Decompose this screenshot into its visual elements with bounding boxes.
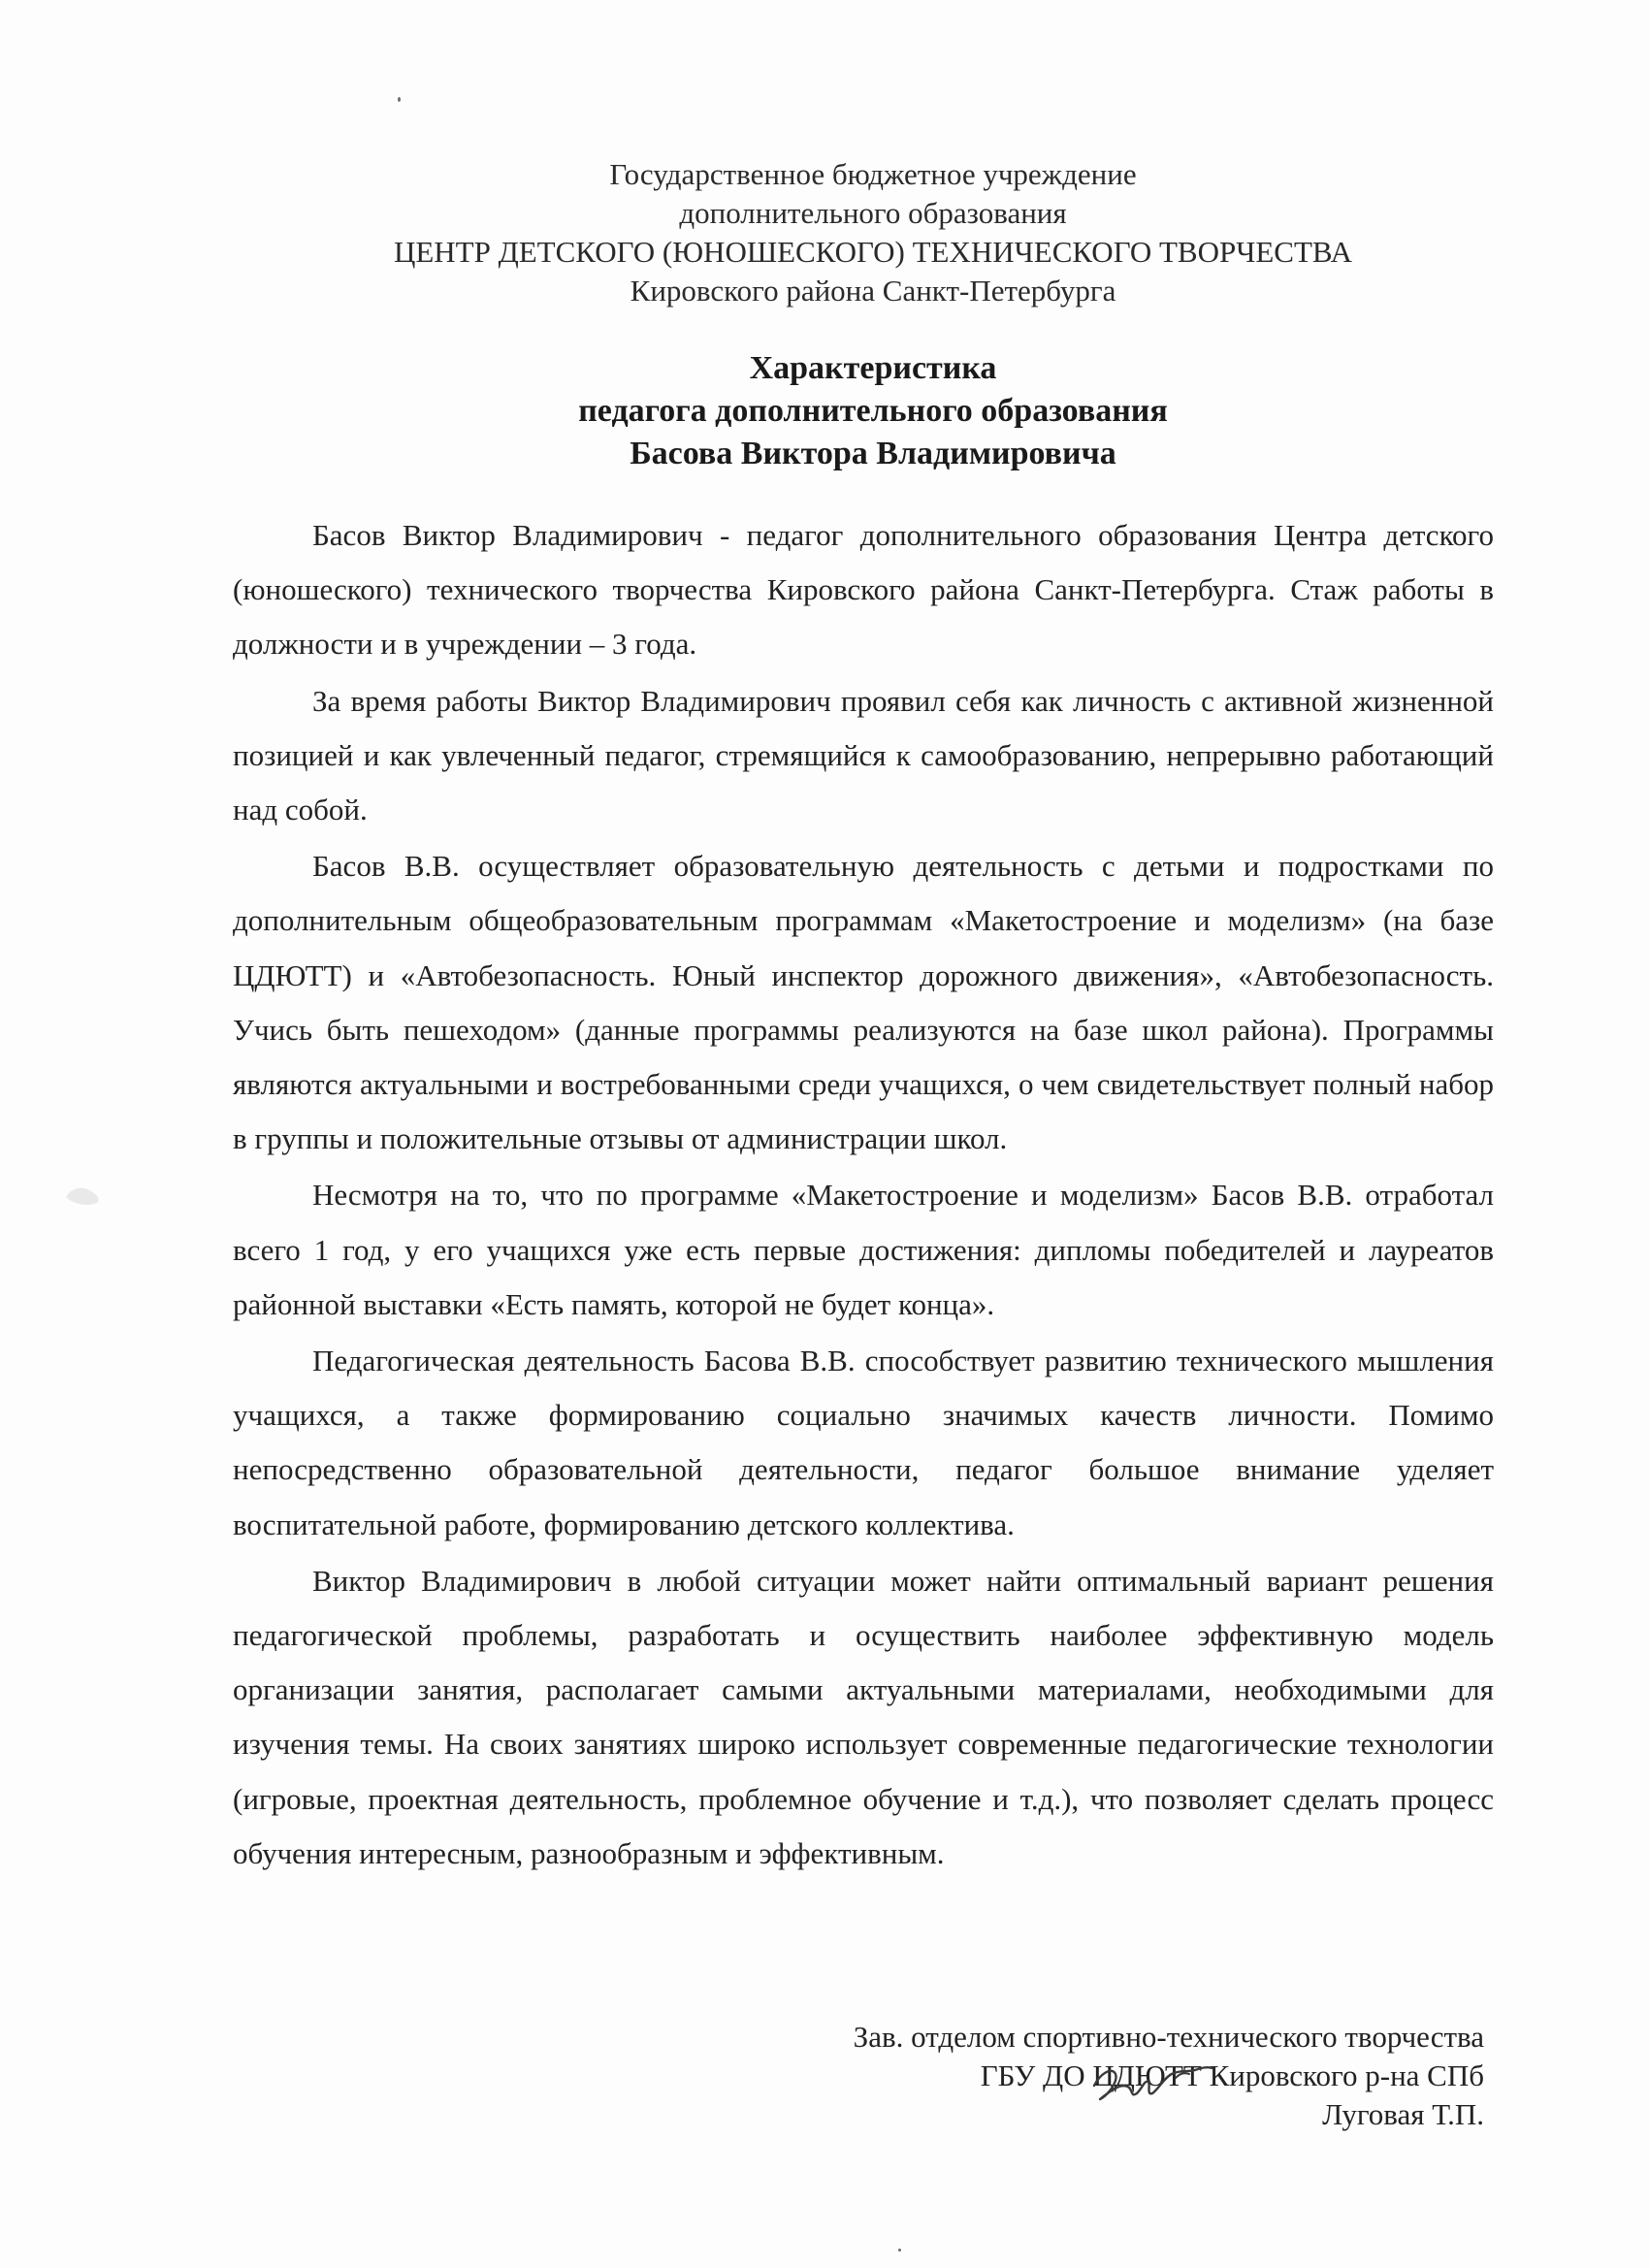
document-body bbox=[233, 508, 1494, 1881]
document-title bbox=[0, 347, 1649, 475]
title-line: Характеристика bbox=[749, 350, 997, 386]
scan-speck bbox=[898, 2249, 901, 2252]
header-line: ЦЕНТР ДЕТСКОГО (ЮНОШЕСКОГО) ТЕХНИЧЕСКОГО ТВОРЧЕСТВА bbox=[393, 235, 1353, 269]
handwritten-signature bbox=[1086, 2045, 1232, 2113]
header-line: Государственное бюджетное учреждение bbox=[609, 157, 1137, 191]
scan-smudge bbox=[62, 1182, 105, 1207]
scan-speck bbox=[398, 97, 401, 102]
body-paragraph: За время работы Виктор Владимирович проявил себя как личность с активной жизненной позицией и как увлеченный педагог, стремящийся к самообразованию, непрерывно работающий над собой. bbox=[233, 683, 1494, 827]
header-line: Кировского района Санкт-Петербурга bbox=[630, 274, 1116, 308]
body-paragraph: Несмотря на то, что по программе «Макетостроение и моделизм» Басов В.В. отработал всего 1 год, у его учащихся уже есть первые достижения: дипломы победителей и лауреатов районной выставки «Есть память, которой не будет конца». bbox=[233, 1178, 1494, 1321]
header-line: дополнительного образования bbox=[679, 196, 1067, 230]
body-paragraph: Педагогическая деятельность Басова В.В. способствует развитию технического мышления учащихся, а также формированию социально значимых качеств личности. Помимо непосредственно образовательной деятельности, педагог большое внимание уделяет воспитательной работе, формированию детского коллектива. bbox=[233, 1344, 1494, 1541]
signature-block bbox=[679, 2018, 1484, 2134]
title-line: Басова Виктора Владимировича bbox=[630, 436, 1116, 471]
title-line: педагога дополнительного образования bbox=[578, 393, 1168, 429]
signer-position: Зав. отделом спортивно-технического творчества bbox=[853, 2020, 1484, 2054]
organization-header bbox=[0, 155, 1649, 310]
signer-name: Луговая Т.П. bbox=[1322, 2097, 1484, 2131]
signer-organization: ГБУ ДО ЦДЮТТ Кировского р-на СПб bbox=[980, 2058, 1484, 2092]
body-paragraph: Виктор Владимирович в любой ситуации может найти оптимальный вариант решения педагогической проблемы, разработать и осуществить наиболее эффективную модель организации занятия, располагает самыми актуальными материалами, необходимыми для изучения темы. На своих занятиях широко использует современные педагогические технологии (игровые, проектная деятельность, проблемное обучение и т.д.), что позволяет сделать процесс обучения интересным, разнообразным и эффективным. bbox=[233, 1563, 1494, 1870]
body-paragraph: Басов Виктор Владимирович - педагог дополнительного образования Центра детского (юношеского) технического творчества Кировского района Санкт-Петербурга. Стаж работы в должности и в учреждении – 3 года. bbox=[233, 518, 1494, 662]
body-paragraph: Басов В.В. осуществляет образовательную деятельность с детьми и подростками по дополнительным общеобразовательным программам «Макетостроение и моделизм» (на базе ЦДЮТТ) и «Автобезопасность. Юный инспектор дорожного движения», «Автобезопасность. Учись быть пешеходом» (данные программы реализуются на базе школ района). Программы являются актуальными и востребованными среди учащихся, о чем свидетельствует полный набор в группы и положительные отзывы от администрации школ. bbox=[233, 849, 1494, 1156]
